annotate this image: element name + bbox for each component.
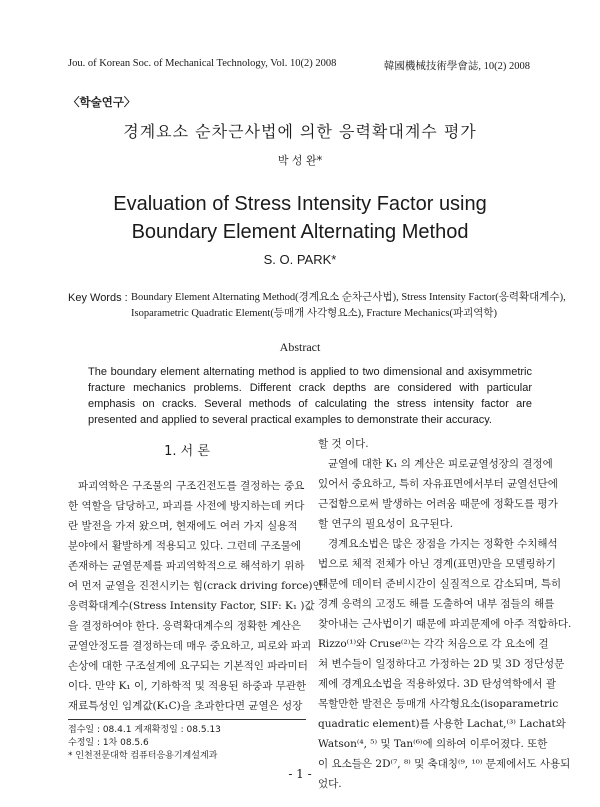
footnote-affiliation: * 인천전문대학 컴퓨터응용기계설계과 <box>68 751 218 761</box>
footnote-revised: 수정일 : 1차 08.5.6 <box>68 738 149 748</box>
section-heading: 1. 서 론 <box>164 444 210 459</box>
left-column-text <box>68 476 323 716</box>
body-text-line: 제에 경계요소법을 적용하였다. 3D 탄성역학에서 괄 <box>318 678 556 690</box>
right-column-text <box>318 434 572 794</box>
left-column <box>68 434 323 716</box>
body-text-line: 할 연구의 필요성이 요구된다. <box>318 518 454 530</box>
body-text-line: 경계 응력의 고정도 해를 도출하여 내부 점들의 해를 <box>318 598 555 610</box>
footnote-received: 접수일 : 08.4.1 게재확정일 : 08.5.13 <box>68 725 221 735</box>
body-text-line: 한 역할을 담당하고, 파괴를 사전에 방지하는데 커다 <box>68 500 305 512</box>
body-text-line: Rizzo⁽¹⁾와 Cruse⁽²⁾는 각각 처음으로 각 요소에 걸 <box>318 638 549 650</box>
journal-header-left: Jou. of Korean Soc. of Mechanical Technology, Vol. 10(2) 2008 <box>68 58 337 69</box>
body-text-line: 목할만한 발전은 등매개 사각형요소(isoparametric <box>318 698 559 710</box>
body-text-line: 쳐 변수들이 일정하다고 가정하는 2D 및 3D 정단성문 <box>318 658 565 670</box>
body-text-line: 균열에 대한 K₁ 의 계산은 피로균열성장의 결정에 <box>328 458 553 470</box>
body-text-line: 을 결정하여야 한다. 응력확대계수의 정확한 계산은 <box>68 620 302 632</box>
body-text-line: 때문에 데이터 준비시간이 실질적으로 감소되며, 특히 <box>318 578 562 590</box>
footnotes <box>68 724 221 763</box>
abstract-title: Abstract <box>279 340 321 354</box>
korean-title: 경계요소 순차근사법에 의한 응력확대계수 평가 <box>123 122 477 141</box>
body-text-line: 근접함으로써 발생하는 어려움 때문에 정확도를 평가 <box>318 498 558 510</box>
body-text-line: 분야에서 활발하게 적용되고 있다. 그런데 구조물에 <box>68 540 302 552</box>
body-text-line: quadratic element)를 사용한 Lachat,⁽³⁾ Lachat와 <box>318 718 566 730</box>
body-text-line: 손상에 대한 구조설계에 요구되는 기본적인 파라미터 <box>68 660 308 672</box>
body-text-line: 이다. 만약 K₁ 이, 기하학적 및 적용된 하중과 무관한 <box>68 680 307 692</box>
english-title <box>0 190 600 246</box>
body-text-line: 경계요소법은 많은 장점을 가지는 정확한 수치해석 <box>328 538 558 550</box>
keywords-line-1: Boundary Element Alternating Method(경계요소 순차근사법), Stress Intensity Factor(응력확대계수), <box>131 292 566 303</box>
body-text-line: 할 것 이다. <box>318 438 369 450</box>
keywords-line-2: Isoparametric Quadratic Element(등매개 사각형요소), Fracture Mechanics(파괴역학) <box>131 308 498 319</box>
body-text-line: 여 먼저 균열을 진전시키는 힘(crack driving force)인 <box>68 580 323 592</box>
abstract-text: The boundary element alternating method is applied to two dimensional and axisymmetric fracture mechanics problems. Different crack depths are considered with particular emphasis on cracks. Several methods of calculating the stress intensity factor are presented and applied to several practical examples to demonstrate their accuracy. <box>88 366 532 426</box>
english-title-line-2: Boundary Element Alternating Method <box>131 221 469 243</box>
body-text-line: 파괴역학은 구조물의 구조건전도를 결정하는 중요 <box>78 480 305 492</box>
korean-author: 박 성 완* <box>277 154 323 167</box>
body-text-line: 었다. <box>318 778 342 790</box>
body-text-line: 있어서 중요하고, 특히 자유표면에서부터 균열선단에 <box>318 478 558 490</box>
body-text-line: 존재하는 균열문제를 파괴역학적으로 해석하기 위하 <box>68 560 305 572</box>
body-text-line: 응력확대계수(Stress Intensity Factor, SIF: K₁ )값 <box>68 600 315 612</box>
body-text-line: 균열안정도를 결정하는데 매우 중요하고, 피로와 파괴 <box>68 640 312 652</box>
journal-header-right: 韓國機械技術學會誌, 10(2) 2008 <box>383 61 530 72</box>
category-label: 〈학술연구〉 <box>68 95 136 109</box>
english-title-line-1: Evaluation of Stress Intensity Factor using <box>113 193 487 215</box>
keywords-label: Key Words : <box>68 292 128 304</box>
body-text-line: 찾아내는 근사법이기 때문에 파괴문제에 아주 적합하다. <box>318 618 572 630</box>
english-author: S. O. PARK* <box>263 252 337 267</box>
body-text-line: Watson⁽⁴, ⁵⁾ 및 Tan⁽⁶⁾에 의하여 이루어졌다. 또한 <box>318 738 548 750</box>
right-column <box>318 434 572 794</box>
body-text-line: 이 요소들은 2D⁽⁷, ⁸⁾ 및 축대칭⁽⁹, ¹⁰⁾ 문제에서도 사용되 <box>318 758 571 770</box>
body-text-line: 란 발전을 가져 왔으며, 현재에도 여러 가지 실용적 <box>68 520 298 532</box>
body-text-line: 재료특성인 임계값(K₁C)을 초과한다면 균열은 성장 <box>68 700 303 712</box>
footnote-divider <box>68 719 306 720</box>
body-text-line: 법으로 체적 전체가 아닌 경계(표면)만을 모델링하기 <box>318 558 556 570</box>
page-number: - 1 - <box>288 767 312 781</box>
